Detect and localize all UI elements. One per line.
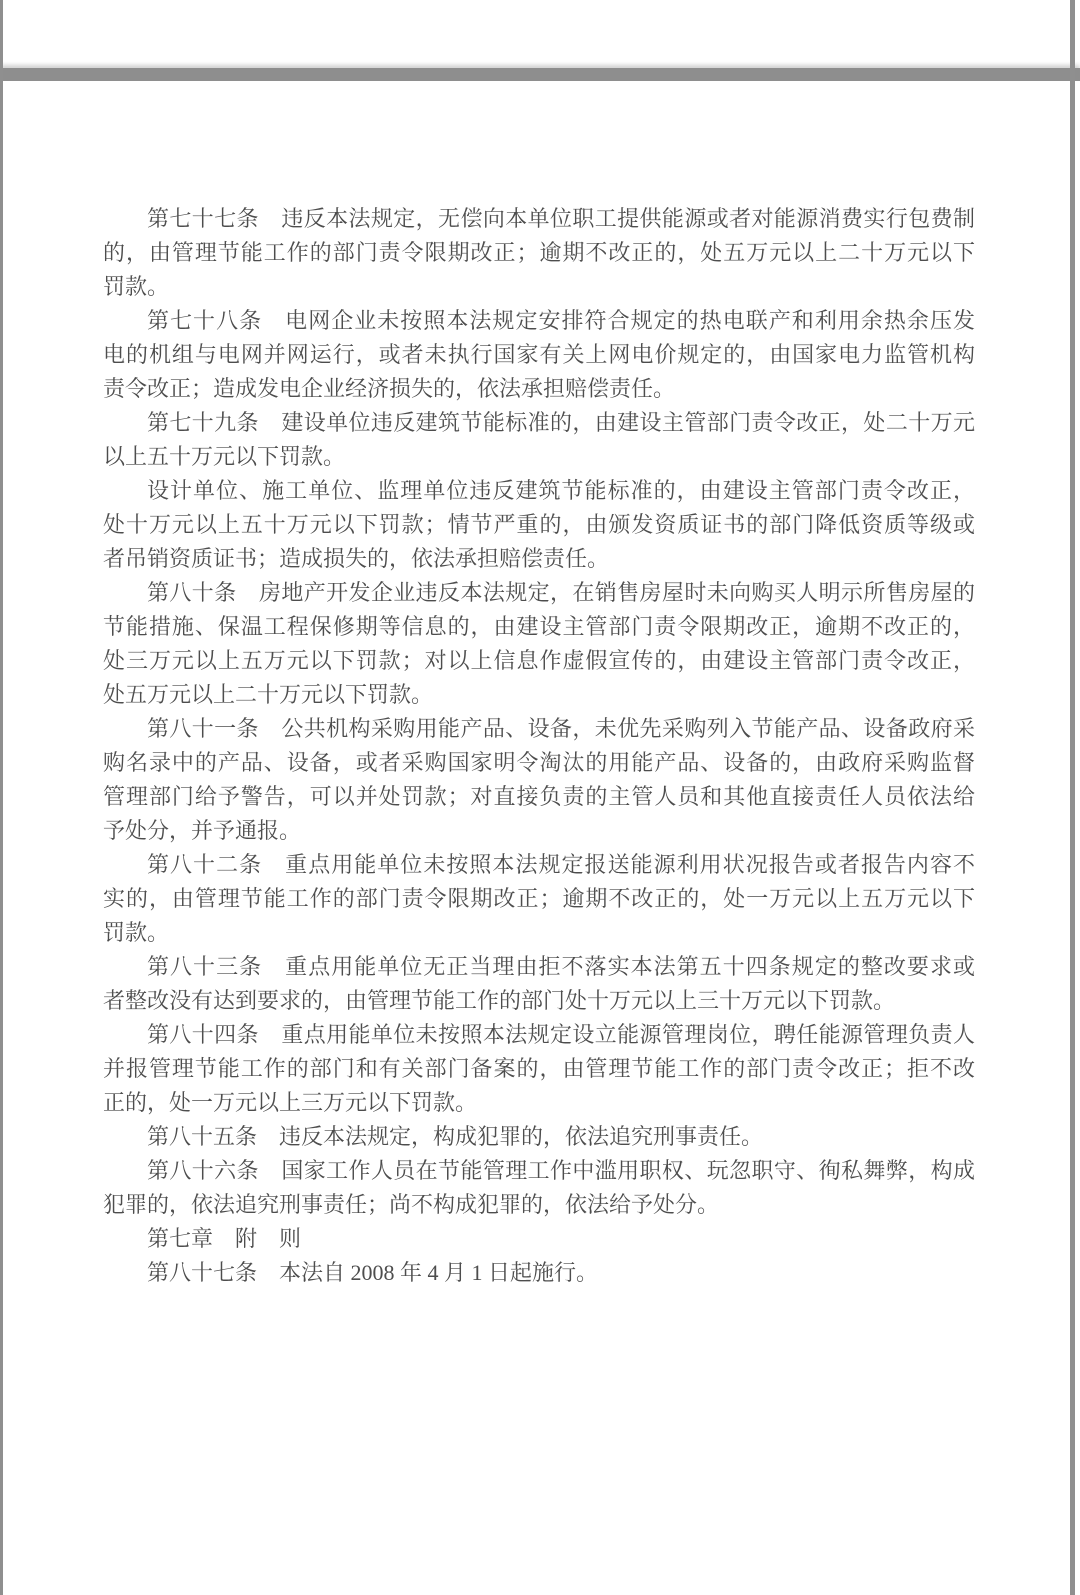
text-line: 正的，处一万元以上三万元以下罚款。: [103, 1090, 478, 1115]
text-line: 购名录中的产品、设备，或者采购国家明令淘汰的用能产品、设备的，由政府采购监督: [103, 750, 975, 775]
text-line: 第八十一条 公共机构采购用能产品、设备，未优先采购列入节能产品、设备政府采: [147, 716, 975, 741]
right-page-border: [1070, 0, 1075, 1595]
text-line: 管理部门给予警告，可以并处罚款；对直接负责的主管人员和其他直接责任人员依法给: [103, 784, 975, 809]
text-line: 以上五十万元以下罚款。: [103, 444, 346, 469]
text-line: 处三万元以上五万元以下罚款；对以上信息作虚假宣传的，由建设主管部门责令改正，: [103, 648, 975, 673]
previous-page-bottom: [3, 0, 1071, 67]
text-line: 者整改没有达到要求的，由管理节能工作的部门处十万元以上三十万元以下罚款。: [103, 988, 896, 1013]
text-line: 处五万元以上二十万元以下罚款。: [103, 682, 434, 707]
text-line: 第七章 附 则: [147, 1226, 302, 1251]
text-line: 第七十八条 电网企业未按照本法规定安排符合规定的热电联产和利用余热余压发: [147, 308, 975, 333]
text-line: 第八十五条 违反本法规定，构成犯罪的，依法追究刑事责任。: [147, 1124, 764, 1149]
text-line: 予处分，并予通报。: [103, 818, 302, 843]
text-line: 罚款。: [103, 274, 170, 299]
text-line: 犯罪的，依法追究刑事责任；尚不构成犯罪的，依法给予处分。: [103, 1192, 720, 1217]
document-text-block: [103, 202, 975, 1290]
page-gap-divider: [0, 68, 1080, 81]
text-line: 并报管理节能工作的部门和有关部门备案的，由管理节能工作的部门责令改正；拒不改: [103, 1056, 975, 1081]
text-line: 第八十条 房地产开发企业违反本法规定，在销售房屋时未向购买人明示所售房屋的: [147, 580, 975, 605]
text-line: 第七十七条 违反本法规定，无偿向本单位职工提供能源或者对能源消费实行包费制: [147, 206, 975, 231]
text-line: 第八十三条 重点用能单位无正当理由拒不落实本法第五十四条规定的整改要求或: [147, 954, 975, 979]
text-line: 处十万元以上五十万元以下罚款；情节严重的，由颁发资质证书的部门降低资质等级或: [103, 512, 975, 537]
text-line: 第七十九条 建设单位违反建筑节能标准的，由建设主管部门责令改正，处二十万元: [147, 410, 975, 435]
text-line: 第八十四条 重点用能单位未按照本法规定设立能源管理岗位，聘任能源管理负责人: [147, 1022, 975, 1047]
text-line: 实的，由管理节能工作的部门责令限期改正；逾期不改正的，处一万元以上五万元以下: [103, 886, 975, 911]
text-line: 罚款。: [103, 920, 170, 945]
left-page-border: [0, 0, 3, 1595]
text-line: 第八十七条 本法自 2008 年 4 月 1 日起施行。: [147, 1260, 599, 1285]
text-line: 第八十六条 国家工作人员在节能管理工作中滥用职权、玩忽职守、徇私舞弊，构成: [147, 1158, 975, 1183]
text-line: 的，由管理节能工作的部门责令限期改正；逾期不改正的，处五万元以上二十万元以下: [103, 240, 975, 265]
text-line: 节能措施、保温工程保修期等信息的，由建设主管部门责令限期改正，逾期不改正的，: [103, 614, 975, 639]
text-line: 责令改正；造成发电企业经济损失的，依法承担赔偿责任。: [103, 376, 676, 401]
text-line: 设计单位、施工单位、监理单位违反建筑节能标准的，由建设主管部门责令改正，: [147, 478, 975, 503]
text-line: 第八十二条 重点用能单位未按照本法规定报送能源利用状况报告或者报告内容不: [147, 852, 975, 877]
text-line: 者吊销资质证书；造成损失的，依法承担赔偿责任。: [103, 546, 610, 571]
text-line: 电的机组与电网并网运行，或者未执行国家有关上网电价规定的，由国家电力监管机构: [103, 342, 975, 367]
